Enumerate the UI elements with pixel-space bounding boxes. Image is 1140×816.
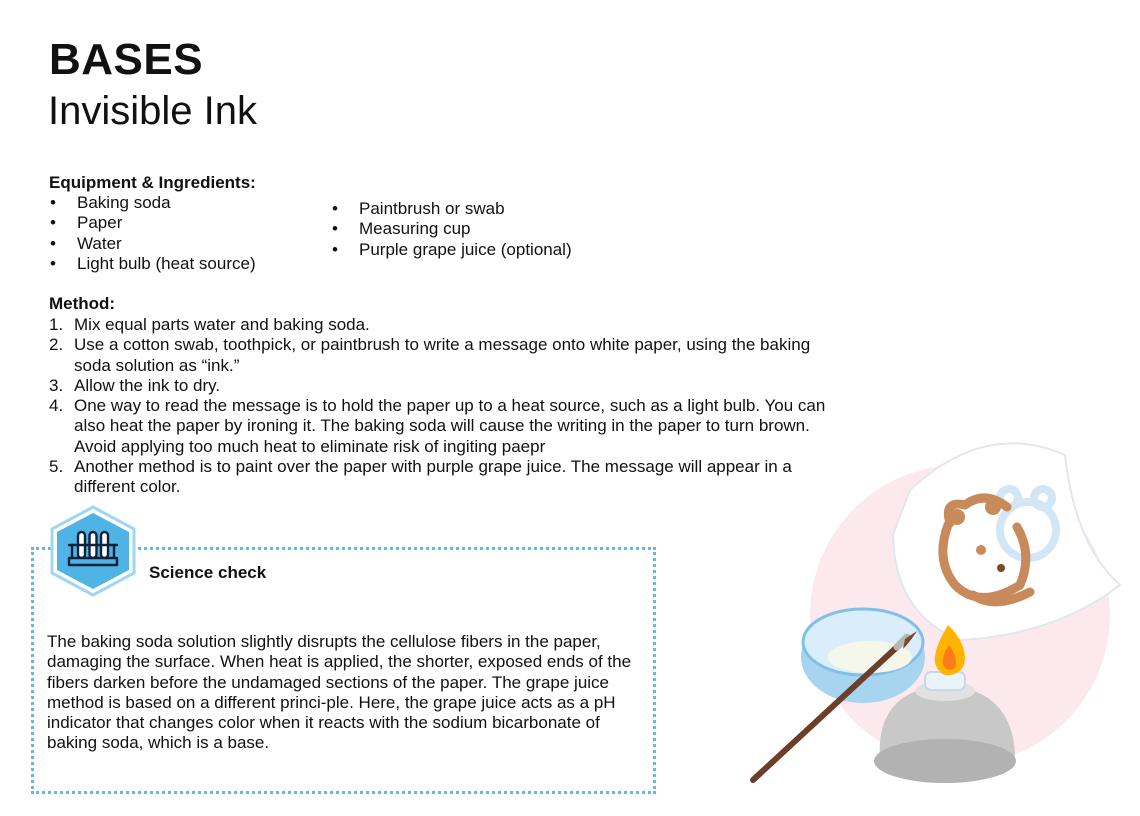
list-item: • Purple grape juice (optional) [331,240,572,260]
burner-base [874,739,1016,783]
bear-ear [985,499,1001,515]
method-heading: Method: [49,294,116,313]
list-item: • Water [49,234,256,254]
page-title: BASES [49,35,204,84]
step-text: Mix equal parts water and baking soda. [74,315,370,334]
method-step [49,396,829,457]
equipment-list-col2 [331,199,572,260]
step-number: 5. [49,457,64,477]
list-item: • Paper [49,213,256,233]
science-check-body: The baking soda solution slightly disrupts the cellulose fibers in the paper, damaging the surface. When heat is applied, the shorter, exposed ends of the fibers darken before the undamaged sections of the paper. The grape juice method is based on a different princi-ple. Here, the grape juice acts as a pH indicator that changes color when it reacts with the sodium bicarbonate of baking soda, which is a base. [47,632,632,753]
test-tube-rack-icon [49,505,137,597]
step-text: Allow the ink to dry. [74,375,221,395]
step-number: 3. [49,375,64,395]
list-item: • Light bulb (heat source) [49,254,256,274]
bear-eye [976,545,986,555]
step-text: Use a cotton swab, toothpick, or paintbrush to write a message onto white paper, using the baking soda solution as “ink.” [74,335,811,375]
step-number: 4. [49,396,64,416]
method-step [49,315,829,335]
list-item: • Baking soda [49,193,256,213]
method-steps [49,315,829,498]
step-text: One way to read the message is to hold the paper up to a heat source, such as a light bulb. You can also heat the paper by ironing it. The baking soda will cause the writing in the paper to turn brown. Avoid applying too much heat to eliminate risk of ingiting paepr [74,396,826,456]
equipment-heading: Equipment & Ingredients: [49,173,256,192]
method-step [49,457,829,498]
step-number: 1. [49,315,64,334]
page-subtitle: Invisible Ink [48,89,257,133]
step-text: Another method is to paint over the paper with purple grape juice. The message will appear in a different color. [74,457,792,497]
equipment-list-col1 [49,193,256,274]
bear-nose [997,564,1005,572]
step-number: 2. [49,335,64,355]
list-item: • Paintbrush or swab [331,199,572,219]
bear-ear [949,509,965,525]
method-step [49,335,829,376]
alcohol-burner-illustration [745,435,1140,810]
science-check-heading: Science check [149,563,267,582]
method-step [49,376,829,396]
list-item: • Measuring cup [331,219,572,239]
